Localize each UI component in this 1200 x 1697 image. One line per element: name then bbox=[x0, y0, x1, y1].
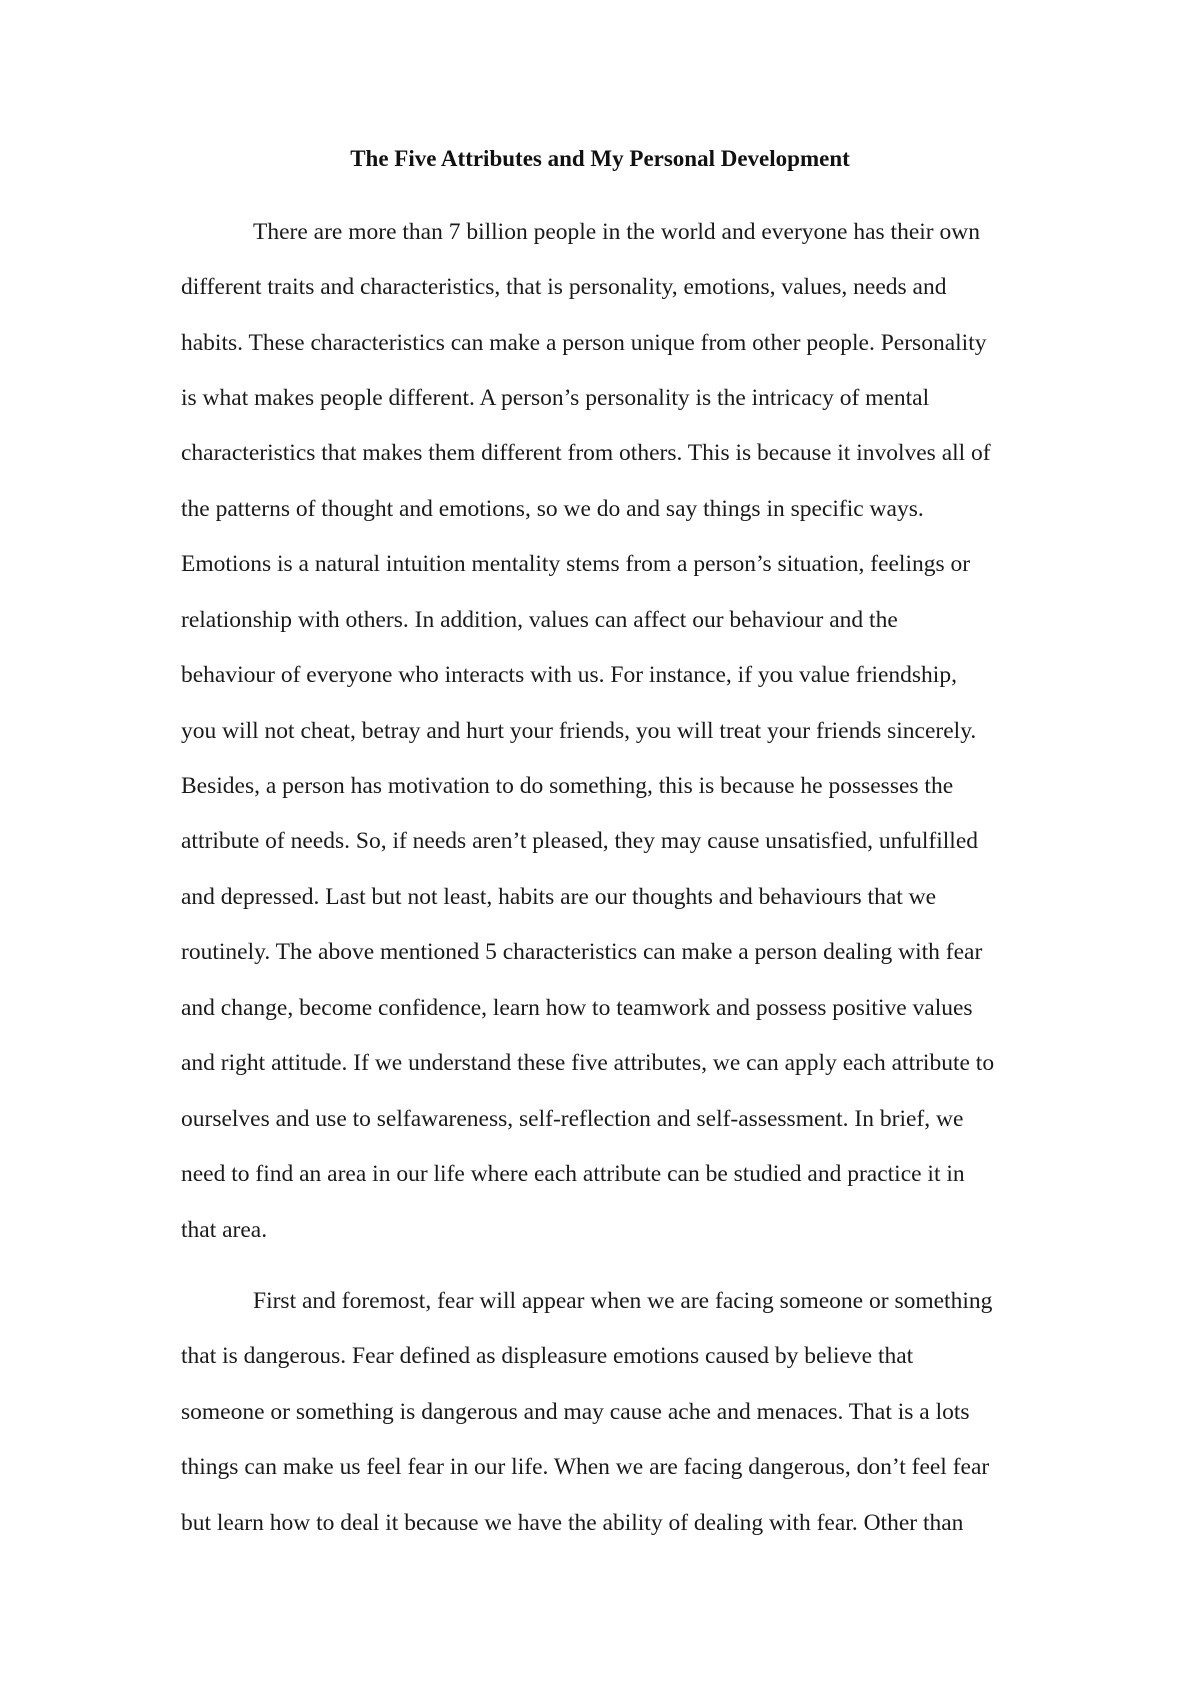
paragraph-1-line-18: need to find an area in our life where each attribute can be studied and practice it in bbox=[181, 1161, 965, 1187]
paragraph-1-line-6: the patterns of thought and emotions, so we do and say things in specific ways. bbox=[181, 496, 924, 522]
paragraph-1-line-8: relationship with others. In addition, values can affect our behaviour and the bbox=[181, 607, 898, 633]
paragraph-1-line-10: you will not cheat, betray and hurt your friends, you will treat your friends sincerely. bbox=[181, 718, 977, 744]
paragraph-1-line-2: different traits and characteristics, that is personality, emotions, values, needs and bbox=[181, 274, 947, 300]
paragraph-1-line-3: habits. These characteristics can make a person unique from other people. Personality bbox=[181, 330, 987, 356]
paragraph-1-line-16: and right attitude. If we understand these five attributes, we can apply each attribute to bbox=[181, 1050, 995, 1076]
paragraph-1-line-12: attribute of needs. So, if needs aren’t pleased, they may cause unsatisfied, unfulfilled bbox=[181, 828, 979, 854]
paragraph-1-line-14: routinely. The above mentioned 5 characteristics can make a person dealing with fear bbox=[181, 939, 983, 965]
paragraph-1-line-13: and depressed. Last but not least, habits are our thoughts and behaviours that we bbox=[181, 884, 937, 910]
paragraph-2-line-2: that is dangerous. Fear defined as displeasure emotions caused by believe that bbox=[181, 1343, 914, 1369]
paragraph-2-line-5: but learn how to deal it because we have the ability of dealing with fear. Other than bbox=[181, 1510, 964, 1536]
paragraph-1-line-9: behaviour of everyone who interacts with us. For instance, if you value friendship, bbox=[181, 662, 957, 688]
document-title: The Five Attributes and My Personal Development bbox=[350, 146, 850, 171]
paragraph-2-line-3: someone or something is dangerous and may cause ache and menaces. That is a lots bbox=[181, 1399, 970, 1425]
paragraph-1-line-17: ourselves and use to selfawareness, self-reflection and self-assessment. In brief, we bbox=[181, 1106, 964, 1132]
paragraph-2-line-1: First and foremost, fear will appear when we are facing someone or something bbox=[253, 1288, 993, 1314]
paragraph-1-line-11: Besides, a person has motivation to do something, this is because he possesses the bbox=[181, 773, 954, 799]
paragraph-2-line-4: things can make us feel fear in our life. When we are facing dangerous, don’t feel fear bbox=[181, 1454, 990, 1480]
paragraph-1-line-15: and change, become confidence, learn how to teamwork and possess positive values bbox=[181, 995, 973, 1021]
paragraph-1-line-19: that area. bbox=[181, 1217, 268, 1243]
paragraph-1-line-4: is what makes people different. A person’s personality is the intricacy of mental bbox=[181, 385, 930, 411]
paragraph-1-line-1: There are more than 7 billion people in the world and everyone has their own bbox=[253, 219, 980, 245]
paragraph-1-line-7: Emotions is a natural intuition mentality stems from a person’s situation, feelings or bbox=[181, 551, 971, 577]
paragraph-1-line-5: characteristics that makes them different from others. This is because it involves all of bbox=[181, 440, 991, 466]
